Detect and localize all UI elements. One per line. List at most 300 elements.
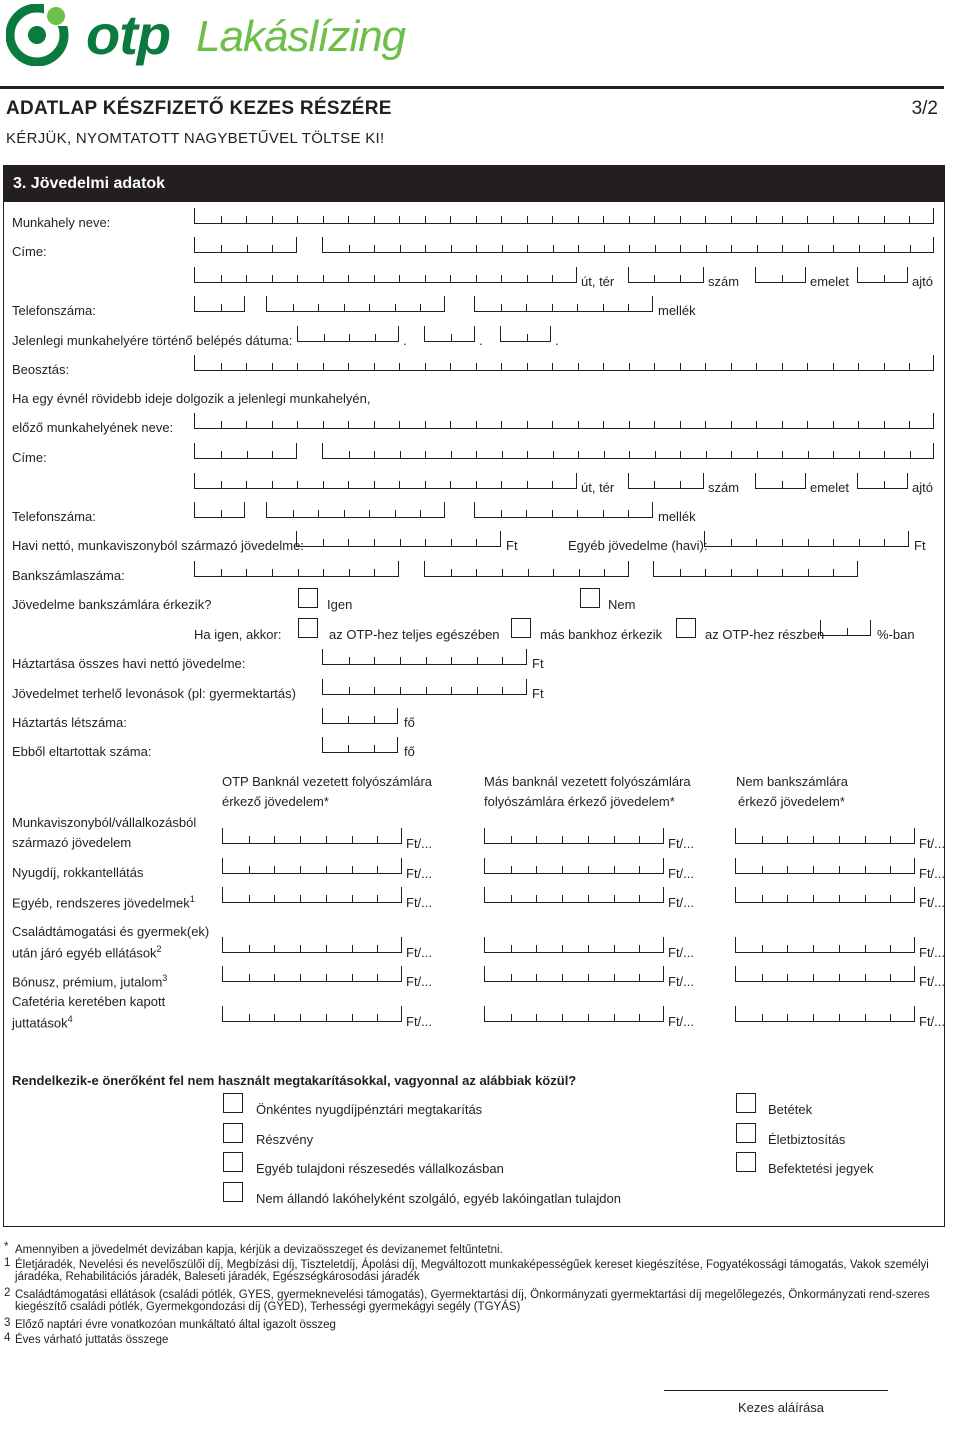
bank-account-part1-field[interactable] [194,561,399,577]
otp-teljes-checkbox[interactable] [298,618,318,638]
savings-option: Részvény [256,1132,314,1147]
field-tick [782,216,783,223]
bank-account-part2-field[interactable] [424,561,629,577]
field-tick [527,334,528,341]
label-ha-igen: Ha igen, akkor: [194,627,282,642]
field-tick [552,304,553,311]
field-tick [476,421,477,428]
field-tick [527,363,528,370]
field-tick [705,569,706,576]
field-tick [352,836,353,843]
field-tick [323,421,324,428]
label-fo-2: fő [404,744,415,759]
income-field-row6-col3[interactable] [735,1006,915,1022]
field-tick [300,974,301,981]
field-tick [757,569,758,576]
field-tick [588,945,589,952]
field-tick [274,974,275,981]
label-mas-bank: más bankhoz érkezik [540,627,663,642]
employer-city-field[interactable] [322,237,934,253]
field-tick [865,836,866,843]
label-terhelo: Jövedelmet terhelő levonások (pl: gyermektartás) [12,686,296,701]
footnote-ref: 3 [162,973,168,983]
field-tick [247,451,248,458]
label-erkezik: Jövedelme bankszámlára érkezik? [12,597,212,612]
nem-checkbox[interactable] [580,588,600,608]
field-tick [705,216,706,223]
dependents-field[interactable] [322,737,398,753]
field-tick [756,421,757,428]
field-tick [326,1014,327,1021]
field-tick [588,836,589,843]
footnote-text: Életjáradék, Nevelési és nevelőszülői díj, Megbízási díj, Tiszteletdíj, Ápolási díj, Megváltozott munkaképességűek kereset kiegészítése, Fogyatékossági támogatás, Vakok személyi járadéka, Rehabilitációs járadék, Baleseti járadék, Egészségkárosodási járadék [15,1259,929,1283]
field-tick [782,245,783,252]
col-mas-bank-line1: Más banknál vezetett folyószámlára [484,774,691,789]
field-tick [451,245,452,252]
field-tick [425,216,426,223]
field-tick [654,216,655,223]
field-tick [400,245,401,252]
field-tick [476,451,477,458]
field-tick [865,1014,866,1021]
field-tick [578,363,579,370]
field-tick [833,569,834,576]
field-tick [884,245,885,252]
field-tick [425,481,426,488]
field-tick [579,569,580,576]
field-tick [425,363,426,370]
field-tick [326,895,327,902]
field-tick [501,304,502,311]
savings-option: Önkéntes nyugdíjpénztári megtakarítás [256,1102,483,1117]
field-tick [399,421,400,428]
employer-floor-field[interactable] [755,267,806,283]
field-tick [377,945,378,952]
field-tick [604,451,605,458]
income-row-text: után járó egyéb ellátások [12,945,157,961]
field-tick [756,539,757,546]
income-field-row6-col1[interactable] [222,1006,402,1022]
label-ajto: ajtó [912,274,933,289]
field-tick [272,275,273,282]
signature-line[interactable] [664,1390,888,1391]
field-tick [349,334,350,341]
onkentes-nyugdijpenztar-checkbox[interactable] [223,1093,243,1113]
mas-bank-checkbox[interactable] [511,618,531,638]
field-tick [377,1014,378,1021]
field-tick [425,539,426,546]
field-tick [655,451,656,458]
income-field-row3-col2[interactable] [484,887,664,903]
field-tick [604,569,605,576]
savings-option: Egyéb tulajdoni részesedés vállalkozásban [256,1161,504,1176]
income-row-text: juttatások [12,1015,68,1031]
field-tick [352,945,353,952]
household-income-field[interactable] [322,649,527,665]
footnote-text: Amennyiben a jövedelmét devizában kapja, kérjük a devizaösszeget és devizanemet feltűntetni. [15,1244,503,1256]
income-field-row4-col1[interactable] [222,937,402,953]
field-tick [272,481,273,488]
label-egyeb-jovedelem: Egyéb jövedelme (havi): [568,538,708,553]
income-field-row4-col3[interactable] [735,937,915,953]
field-tick [731,363,732,370]
deductions-field[interactable] [322,679,527,695]
field-tick [326,974,327,981]
field-tick [839,1014,840,1021]
label-mellek-2: mellék [658,509,696,524]
income-unit-label: Ft/... [406,895,432,910]
field-tick [375,334,376,341]
previous-street-field[interactable] [194,473,577,489]
field-tick [884,421,885,428]
label-szam: szám [708,274,740,289]
field-tick [511,895,512,902]
field-tick [501,216,502,223]
field-tick [909,421,910,428]
field-tick [552,275,553,282]
field-tick [654,481,655,488]
field-tick [588,974,589,981]
income-field-row6-col2[interactable] [484,1006,664,1022]
footnote-mark: 3 [4,1317,11,1329]
field-tick [639,1014,640,1021]
field-tick [813,945,814,952]
field-tick [782,451,783,458]
field-tick [782,275,783,282]
field-tick [884,539,885,546]
field-tick [833,539,834,546]
field-tick [807,363,808,370]
field-tick [604,245,605,252]
field-tick [731,451,732,458]
label-ft-1: Ft [506,538,518,553]
field-tick [577,510,578,517]
field-tick [272,451,273,458]
field-tick [369,510,370,517]
field-tick [247,245,248,252]
field-tick [344,304,345,311]
field-tick [501,363,502,370]
field-tick [374,657,375,664]
footnote-ref: 1 [189,894,195,904]
savings-question: Rendelkezik-e önerőként fel nem használt megtakarításokkal, vagyonnal az alábbiak közül? [12,1073,577,1088]
field-tick [272,421,273,428]
field-tick [400,657,401,664]
field-tick [756,216,757,223]
field-tick [884,363,885,370]
income-row-text: Egyéb, rendszeres jövedelmek [12,895,190,911]
income-unit-label: Ft/... [668,866,694,881]
field-tick [450,421,451,428]
previous-employer-field[interactable] [194,413,934,429]
field-tick [323,481,324,488]
field-tick [536,1014,537,1021]
field-tick [890,974,891,981]
employer-phone-area-field[interactable] [194,296,245,312]
field-tick [326,866,327,873]
field-tick [909,363,910,370]
start-year-field[interactable] [297,326,399,342]
field-tick [477,657,478,664]
field-tick [680,363,681,370]
footnote-mark: 2 [4,1287,11,1299]
field-tick [300,1014,301,1021]
income-field-row5-col3[interactable] [735,966,915,982]
field-tick [425,421,426,428]
otp-resz-checkbox[interactable] [676,618,696,638]
field-tick [833,363,834,370]
field-tick [865,945,866,952]
label-havi-netto: Havi nettó, munkaviszonyból származó jövedelme: [12,538,304,553]
employer-street-field[interactable] [194,267,577,283]
field-tick [813,974,814,981]
field-tick [221,510,222,517]
field-tick [348,716,349,723]
footnote-mark: 1 [4,1257,11,1269]
field-tick [395,510,396,517]
position-field[interactable] [194,355,934,371]
field-tick [762,866,763,873]
previous-house-number-field[interactable] [628,473,704,489]
field-tick [300,895,301,902]
field-tick [352,866,353,873]
previous-phone-area-field[interactable] [194,502,245,518]
field-tick [297,363,298,370]
income-unit-label: Ft/... [919,895,945,910]
betetek-checkbox[interactable] [736,1093,756,1113]
field-tick [639,866,640,873]
field-tick [603,421,604,428]
igen-checkbox[interactable] [298,588,318,608]
field-tick [782,569,783,576]
field-tick [859,245,860,252]
field-tick [629,245,630,252]
employer-zip-field[interactable] [194,237,297,253]
field-tick [323,569,324,576]
field-tick [884,451,885,458]
previous-zip-field[interactable] [194,443,297,459]
field-tick [326,836,327,843]
otp-logo-mark [6,4,72,66]
field-tick [221,245,222,252]
field-tick [910,245,911,252]
label-munkahely-neve: Munkahely neve: [12,215,111,230]
page-title: ADATLAP KÉSZFIZETŐ KEZES RÉSZÉRE [6,98,392,119]
field-tick [476,216,477,223]
income-row-label [12,944,162,960]
field-tick [221,481,222,488]
field-tick [476,569,477,576]
field-tick [300,866,301,873]
field-tick [246,216,247,223]
field-tick [731,216,732,223]
percentage-field[interactable] [820,620,871,636]
income-row-label-1: Családtámogatási és gyermek(ek) [12,924,210,939]
field-tick [629,363,630,370]
reszveny-checkbox[interactable] [223,1123,243,1143]
field-tick [348,216,349,223]
household-size-field[interactable] [322,708,398,724]
employer-phone-ext-field[interactable] [474,296,653,312]
field-tick [399,363,400,370]
field-tick [450,216,451,223]
field-tick [344,510,345,517]
income-row-text: Bónusz, prémium, jutalom [12,974,163,990]
field-tick [578,216,579,223]
label-telefonszama-2: Telefonszáma: [12,509,96,524]
previous-floor-field[interactable] [755,473,806,489]
income-unit-label: Ft/... [668,895,694,910]
field-tick [476,275,477,282]
start-day-field[interactable] [500,326,551,342]
field-tick [374,421,375,428]
field-tick [511,866,512,873]
field-tick [680,245,681,252]
field-tick [527,245,528,252]
income-field-row1-col3[interactable] [735,828,915,844]
field-tick [246,363,247,370]
field-tick [425,451,426,458]
field-tick [552,216,553,223]
field-tick [680,451,681,458]
field-tick [527,481,528,488]
field-tick [762,895,763,902]
field-tick [300,945,301,952]
label-belepes: Jelenlegi munkahelyére történő belépés dátuma: [12,333,293,348]
lakoingatlan-checkbox[interactable] [223,1182,243,1202]
field-tick [451,451,452,458]
field-tick [731,245,732,252]
income-field-row1-col1[interactable] [222,828,402,844]
field-tick [348,481,349,488]
income-field-row2-col3[interactable] [735,858,915,874]
field-tick [787,1014,788,1021]
field-tick [588,1014,589,1021]
field-tick [884,481,885,488]
field-tick [839,836,840,843]
income-field-row2-col2[interactable] [484,858,664,874]
field-tick [782,363,783,370]
field-tick [451,569,452,576]
field-tick [374,481,375,488]
label-emelet-2: emelet [810,480,850,495]
col-nem-bank-line1: Nem bankszámlára [736,774,848,789]
field-tick [274,895,275,902]
field-tick [326,945,327,952]
col-otp-line2: érkező jövedelem* [222,794,329,809]
field-tick [374,275,375,282]
income-unit-label: Ft/... [406,1014,432,1029]
col-otp-line1: OTP Banknál vezetett folyószámlára [222,774,433,789]
label-ajto-2: ajtó [912,480,933,495]
income-field-row5-col1[interactable] [222,966,402,982]
field-tick [629,216,630,223]
previous-phone-field[interactable] [266,502,445,518]
field-tick [782,421,783,428]
label-szazalek: %-ban [877,627,915,642]
income-field-row5-col2[interactable] [484,966,664,982]
field-tick [553,451,554,458]
income-unit-label: Ft/... [668,974,694,989]
previous-city-field[interactable] [322,443,934,459]
income-field-row4-col2[interactable] [484,937,664,953]
field-tick [578,451,579,458]
income-row-label [12,894,195,910]
befektetesi-jegyek-checkbox[interactable] [736,1152,756,1172]
label-mellek: mellék [658,303,696,318]
field-tick [324,334,325,341]
income-field-row2-col1[interactable] [222,858,402,874]
start-month-field[interactable] [424,326,475,342]
net-income-field[interactable] [296,531,501,547]
field-tick [374,451,375,458]
field-tick [352,974,353,981]
field-tick [349,569,350,576]
field-tick [603,216,604,223]
employer-name-field[interactable] [194,208,934,224]
income-row-label [12,973,167,989]
field-tick [890,945,891,952]
employer-house-number-field[interactable] [628,267,704,283]
label-ft-2: Ft [914,538,926,553]
field-tick [562,836,563,843]
field-tick [833,245,834,252]
field-tick [706,245,707,252]
field-tick [562,895,563,902]
bank-account-part3-field[interactable] [653,561,858,577]
label-ft-3: Ft [532,656,544,671]
field-tick [249,836,250,843]
field-tick [787,945,788,952]
income-unit-label: Ft/... [406,866,432,881]
field-tick [614,974,615,981]
field-tick [348,275,349,282]
previous-door-field[interactable] [857,473,908,489]
field-tick [400,451,401,458]
field-tick [511,945,512,952]
employer-phone-field[interactable] [266,296,445,312]
income-field-row3-col3[interactable] [735,887,915,903]
field-tick [910,451,911,458]
label-eltartott: Ebből eltartottak száma: [12,744,152,759]
field-tick [757,245,758,252]
income-field-row1-col2[interactable] [484,828,664,844]
income-row-label [12,1014,73,1030]
previous-phone-ext-field[interactable] [474,502,653,518]
egyeb-reszesedes-checkbox[interactable] [223,1152,243,1172]
field-tick [451,687,452,694]
eletbiztositas-checkbox[interactable] [736,1123,756,1143]
field-tick [297,216,298,223]
income-field-row3-col1[interactable] [222,887,402,903]
field-tick [553,245,554,252]
employer-door-field[interactable] [857,267,908,283]
field-tick [272,216,273,223]
field-tick [890,895,891,902]
field-tick [762,836,763,843]
field-tick [450,481,451,488]
other-income-field[interactable] [704,531,909,547]
field-tick [246,275,247,282]
field-tick [526,304,527,311]
field-tick [536,895,537,902]
field-tick [297,421,298,428]
field-tick [323,363,324,370]
field-tick [762,974,763,981]
field-tick [349,245,350,252]
field-tick [614,1014,615,1021]
field-tick [731,569,732,576]
